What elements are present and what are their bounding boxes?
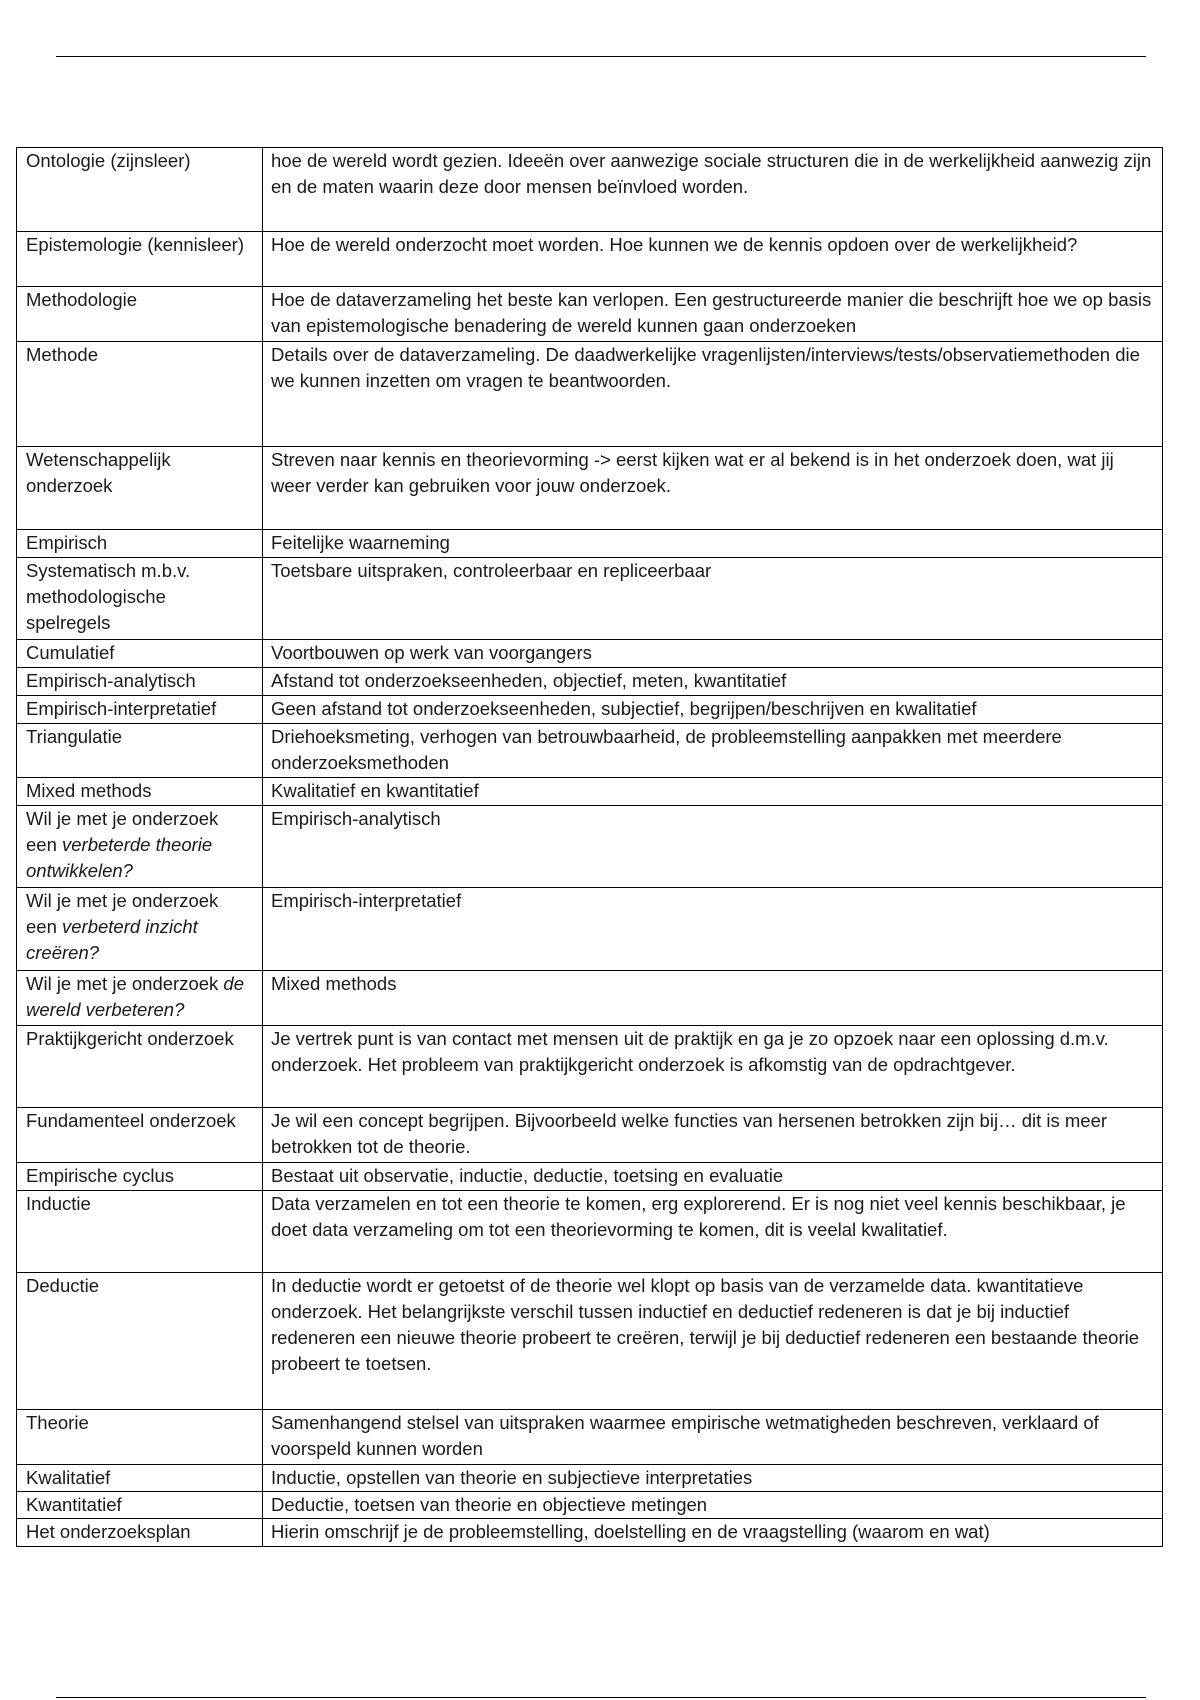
- table-row: [17, 530, 1163, 558]
- definition-cell: Deductie, toetsen van theorie en objectieve metingen: [263, 1492, 1163, 1519]
- term-cell: Het onderzoeksplan: [17, 1519, 263, 1547]
- table-row: [17, 232, 1163, 287]
- table-row: [17, 1163, 1163, 1191]
- term-emphasis: verbeterde theorie ontwikkelen?: [26, 834, 213, 881]
- table-row: [17, 724, 1163, 778]
- table-row: [17, 888, 1163, 971]
- table-row: [17, 1465, 1163, 1492]
- term-cell: Empirisch-analytisch: [17, 668, 263, 696]
- table-row: [17, 342, 1163, 447]
- table-row: [17, 1410, 1163, 1465]
- term-emphasis: de wereld verbeteren?: [26, 973, 244, 1020]
- definition-cell: Toetsbare uitspraken, controleerbaar en repliceerbaar: [263, 558, 1163, 640]
- definition-cell: Voortbouwen op werk van voorgangers: [263, 640, 1163, 668]
- table-row: [17, 668, 1163, 696]
- definition-cell: Streven naar kennis en theorievorming -> eerst kijken wat er al bekend is in het onderzoek doen, wat jij weer verder kan gebruiken voor jouw onderzoek.: [263, 447, 1163, 530]
- term-cell: Kwantitatief: [17, 1492, 263, 1519]
- table-row: [17, 287, 1163, 342]
- term-cell: Mixed methods: [17, 778, 263, 806]
- footer-rule: [56, 1697, 1146, 1698]
- definition-cell: Feitelijke waarneming: [263, 530, 1163, 558]
- definition-cell: Driehoeksmeting, verhogen van betrouwbaarheid, de probleemstelling aanpakken met meerdere onderzoeksmethoden: [263, 724, 1163, 778]
- term-cell: Empirisch: [17, 530, 263, 558]
- term-cell: Cumulatief: [17, 640, 263, 668]
- term-cell: Ontologie (zijnsleer): [17, 148, 263, 232]
- term-cell: Empirische cyclus: [17, 1163, 263, 1191]
- term-cell: Systematisch m.b.v. methodologische spelregels: [17, 558, 263, 640]
- term-cell: Praktijkgericht onderzoek: [17, 1026, 263, 1108]
- term-cell: Methodologie: [17, 287, 263, 342]
- term-cell: Theorie: [17, 1410, 263, 1465]
- term-cell: Wetenschappelijk onderzoek: [17, 447, 263, 530]
- definition-cell: Inductie, opstellen van theorie en subjectieve interpretaties: [263, 1465, 1163, 1492]
- definition-cell: Geen afstand tot onderzoekseenheden, subjectief, begrijpen/beschrijven en kwalitatief: [263, 696, 1163, 724]
- definition-cell: Hierin omschrijf je de probleemstelling, doelstelling en de vraagstelling (waarom en wat): [263, 1519, 1163, 1547]
- table-row: [17, 447, 1163, 530]
- table-row: [17, 1492, 1163, 1519]
- definition-cell: hoe de wereld wordt gezien. Ideeën over aanwezige sociale structuren die in de werkelijkheid aanwezig zijn en de maten waarin deze door mensen beïnvloed worden.: [263, 148, 1163, 232]
- term-text: Wil je met je onderzoek een: [26, 890, 219, 937]
- term-cell: [17, 971, 263, 1026]
- definition-cell: Mixed methods: [263, 971, 1163, 1026]
- table-row: [17, 1191, 1163, 1273]
- term-cell: Empirisch-interpretatief: [17, 696, 263, 724]
- table-row: [17, 696, 1163, 724]
- definition-cell: Hoe de dataverzameling het beste kan verlopen. Een gestructureerde manier die beschrijft hoe we op basis van epistemologische benadering de wereld kunnen gaan onderzoeken: [263, 287, 1163, 342]
- term-cell: Deductie: [17, 1273, 263, 1410]
- definition-cell: Kwalitatief en kwantitatief: [263, 778, 1163, 806]
- definition-cell: In deductie wordt er getoetst of de theorie wel klopt op basis van de verzamelde data. kwantitatieve onderzoek. Het belangrijkste verschil tussen inductief en deductief redeneren is dat je bij inductief redeneren een nieuwe theorie probeert te creëren, terwijl je bij deductief redeneren een bestaande theorie probeert te toetsen.: [263, 1273, 1163, 1410]
- term-cell: Methode: [17, 342, 263, 447]
- term-cell: [17, 888, 263, 971]
- table-row: [17, 1519, 1163, 1547]
- term-cell: Kwalitatief: [17, 1465, 263, 1492]
- table-row: [17, 1026, 1163, 1108]
- definition-cell: Details over de dataverzameling. De daadwerkelijke vragenlijsten/interviews/tests/observatiemethoden die we kunnen inzetten om vragen te beantwoorden.: [263, 342, 1163, 447]
- table-row: [17, 558, 1163, 640]
- table-row: [17, 640, 1163, 668]
- definition-cell: Samenhangend stelsel van uitspraken waarmee empirische wetmatigheden beschreven, verklaard of voorspeld kunnen worden: [263, 1410, 1163, 1465]
- definition-cell: Bestaat uit observatie, inductie, deductie, toetsing en evaluatie: [263, 1163, 1163, 1191]
- definition-cell: Empirisch-analytisch: [263, 806, 1163, 888]
- term-emphasis: verbeterd inzicht creëren?: [26, 916, 198, 963]
- table-row: [17, 1108, 1163, 1163]
- definition-cell: Empirisch-interpretatief: [263, 888, 1163, 971]
- term-text: Wil je met je onderzoek: [26, 973, 224, 994]
- table-row: [17, 148, 1163, 232]
- term-cell: Fundamenteel onderzoek: [17, 1108, 263, 1163]
- term-cell: Epistemologie (kennisleer): [17, 232, 263, 287]
- table-row: [17, 1273, 1163, 1410]
- table-row: [17, 806, 1163, 888]
- definition-cell: Hoe de wereld onderzocht moet worden. Hoe kunnen we de kennis opdoen over de werkelijkheid?: [263, 232, 1163, 287]
- glossary-table: [16, 147, 1163, 1547]
- term-cell: [17, 806, 263, 888]
- definition-cell: Je wil een concept begrijpen. Bijvoorbeeld welke functies van hersenen betrokken zijn bij… dit is meer betrokken tot de theorie.: [263, 1108, 1163, 1163]
- table-row: [17, 971, 1163, 1026]
- definition-cell: Data verzamelen en tot een theorie te komen, erg explorerend. Er is nog niet veel kennis beschikbaar, je doet data verzameling om tot een theorievorming te komen, dit is veelal kwalitatief.: [263, 1191, 1163, 1273]
- term-cell: Triangulatie: [17, 724, 263, 778]
- term-cell: Inductie: [17, 1191, 263, 1273]
- header-rule: [56, 56, 1146, 57]
- definition-cell: Je vertrek punt is van contact met mensen uit de praktijk en ga je zo opzoek naar een oplossing d.m.v. onderzoek. Het probleem van praktijkgericht onderzoek is afkomstig van de opdrachtgever.: [263, 1026, 1163, 1108]
- table-row: [17, 778, 1163, 806]
- term-text: Wil je met je onderzoek een: [26, 808, 219, 855]
- definition-cell: Afstand tot onderzoekseenheden, objectief, meten, kwantitatief: [263, 668, 1163, 696]
